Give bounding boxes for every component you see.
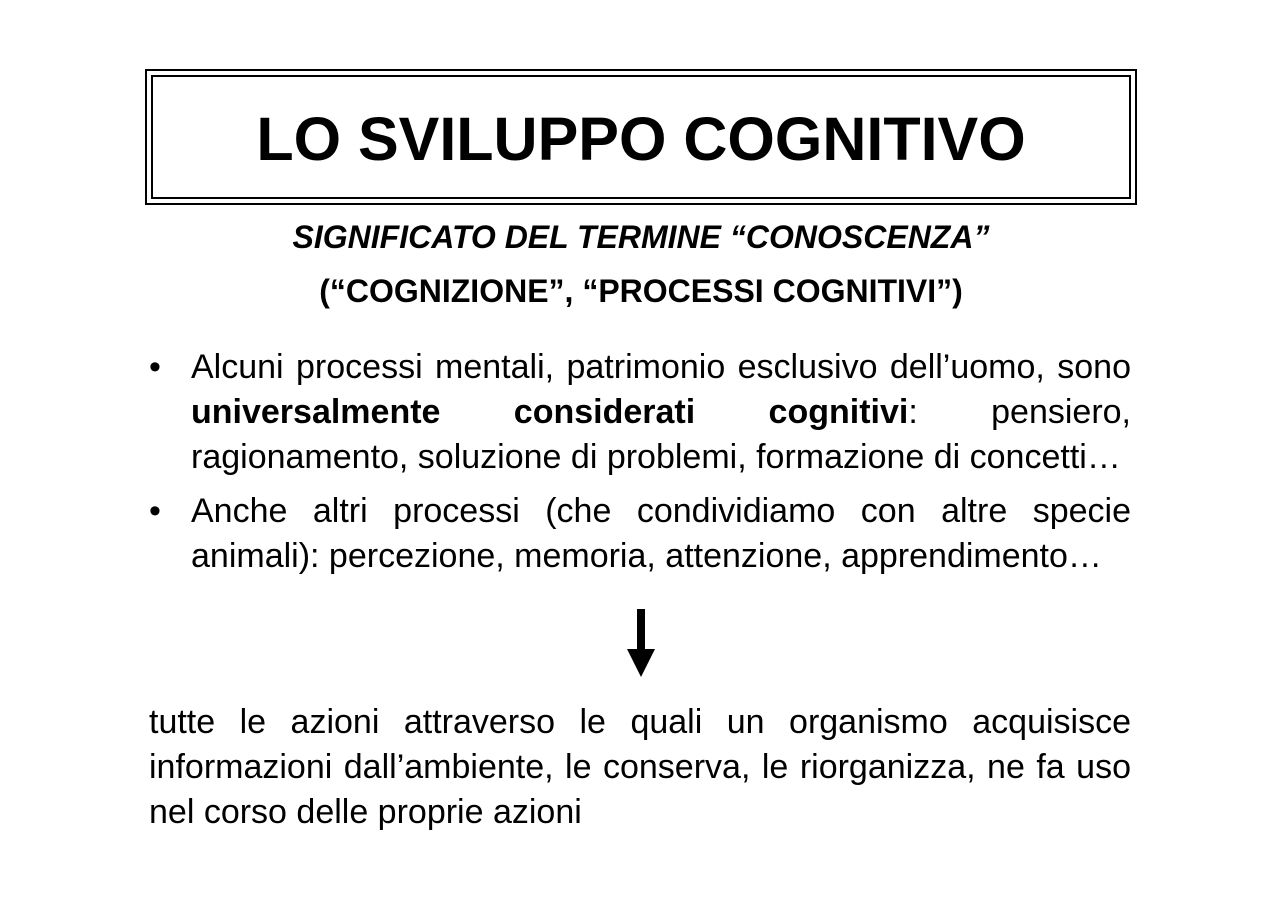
bullet-icon: • <box>149 492 161 530</box>
bullet-2-text: Anche altri processi (che condividiamo con altre specie animali): percezione, memoria, attenzione, apprendimento… <box>191 492 1131 575</box>
title-frame <box>145 69 1137 205</box>
bullet-1-text-start: Alcuni processi mentali, patrimonio esclusivo dell’uomo, sono <box>191 348 1131 386</box>
bullet-1-emphasis: universalmente considerati cognitivi <box>191 393 909 431</box>
list-item <box>145 345 1131 480</box>
subtitle-line-2: (“COGNIZIONE”, “PROCESSI COGNITIVI”) <box>319 273 963 309</box>
down-arrow-icon <box>624 609 658 677</box>
subtitle-line-1: SIGNIFICATO DEL TERMINE “CONOSCENZA” <box>292 219 990 255</box>
conclusion-text: tutte le azioni attraverso le quali un organismo acquisisce informazioni dall’ambiente, le conserva, le riorganizza, ne fa uso nel corso delle proprie azioni <box>149 703 1131 831</box>
bullet-icon: • <box>149 348 161 386</box>
bullet-list <box>145 345 1131 588</box>
list-item <box>145 489 1131 579</box>
bullet-1-text-end: : pensiero, ragionamento, soluzione di problemi, formazione di concetti… <box>191 393 1131 476</box>
page-title: LO SVILUPPO COGNITIVO <box>256 105 1026 173</box>
